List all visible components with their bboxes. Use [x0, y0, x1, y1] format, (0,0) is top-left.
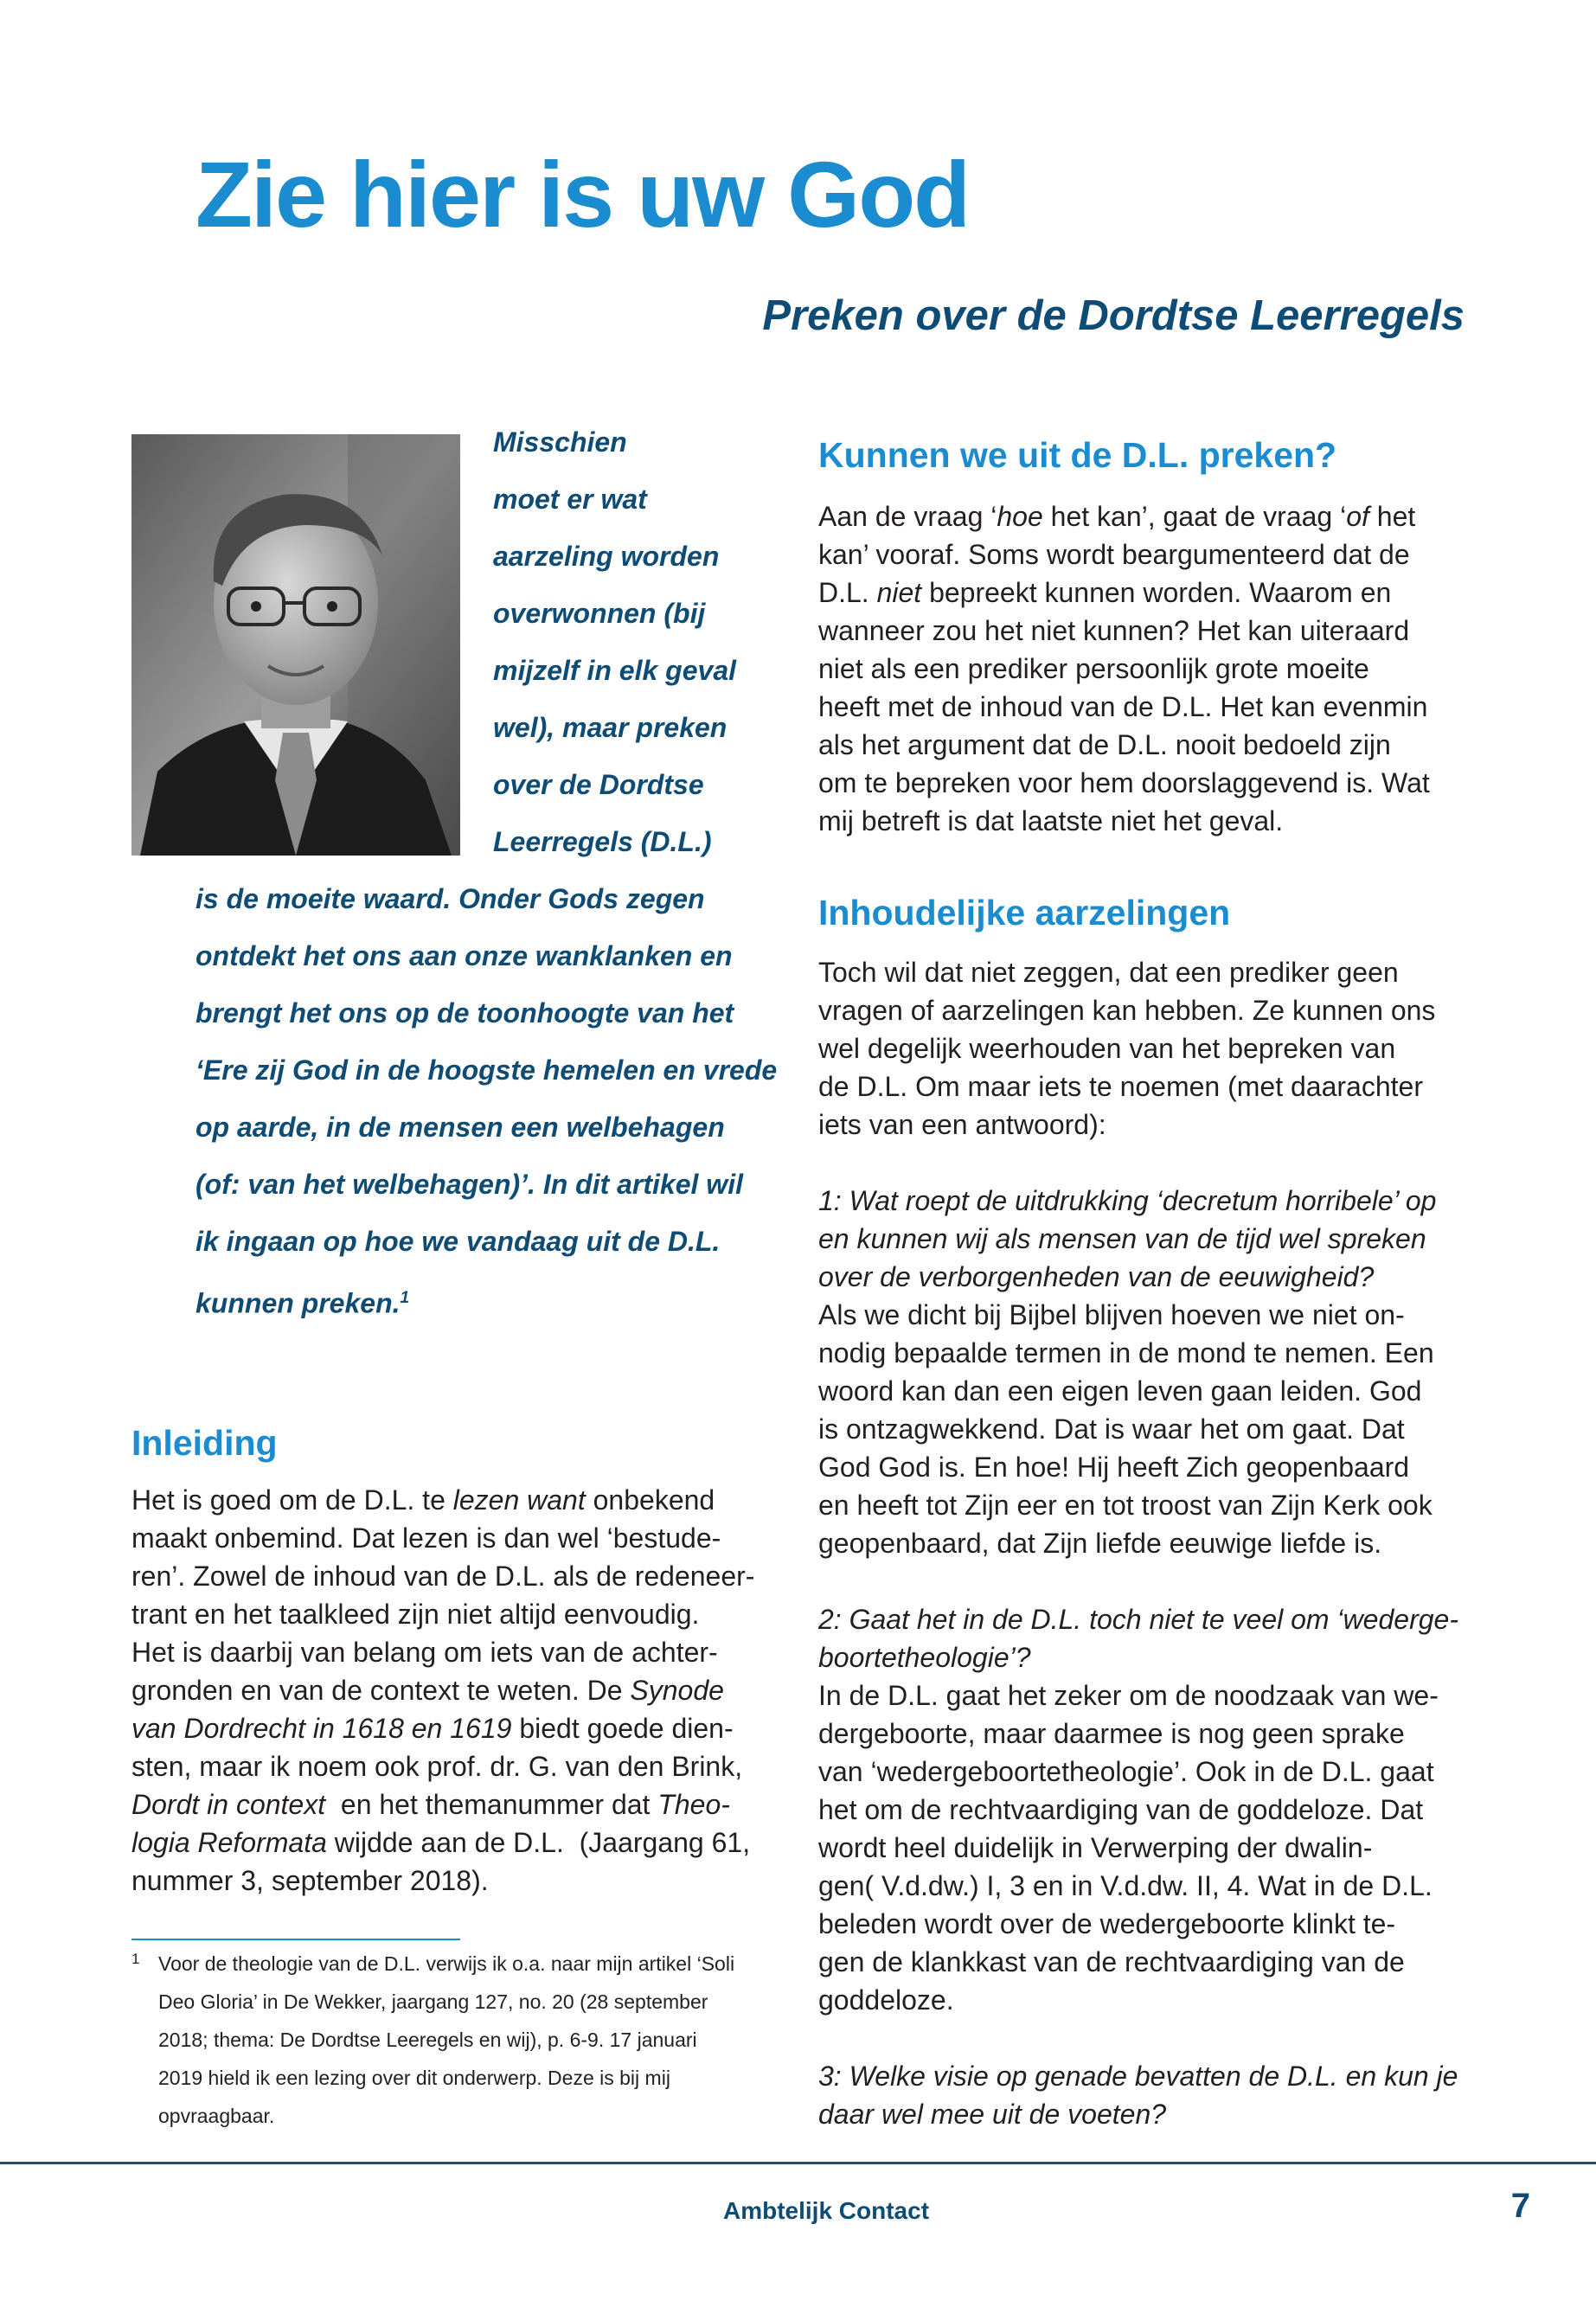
body-line: sten, maar ik noem ook prof. dr. G. van den Brink, [131, 1751, 743, 1782]
body-line: wel degelijk weerhouden van het bepreken van [818, 1033, 1396, 1064]
intro-line: is de moeite waard. Onder Gods zegen [195, 883, 705, 914]
body-line: Aan de vraag ‘hoe het kan’, gaat de vraag ‘of het [818, 501, 1416, 532]
heading-inhoudelijke-aarzelingen: Inhoudelijke aarzelingen [818, 893, 1231, 933]
intro-line: Misschien [493, 426, 627, 458]
body-line: nodig bepaalde termen in de mond te nemen. Een [818, 1337, 1434, 1368]
intro-line: wel), maar preken [493, 712, 727, 743]
intro-line: (of: van het welbehagen)’. In dit artikel wil [195, 1169, 743, 1200]
intro-line: overwonnen (bij [493, 598, 706, 629]
footnote-divider [131, 1939, 460, 1940]
body-line: D.L. niet bepreekt kunnen worden. Waarom en [818, 577, 1392, 608]
body-line: het om de rechtvaardiging van de goddeloze. Dat [818, 1794, 1424, 1825]
body-line: wanneer zou het niet kunnen? Het kan uiteraard [818, 615, 1410, 646]
question-line: 2: Gaat het in de D.L. toch niet te veel om ‘wederge- [818, 1604, 1458, 1635]
body-line: Het is daarbij van belang om iets van de achter- [131, 1637, 718, 1668]
heading-kunnen-we-preken: Kunnen we uit de D.L. preken? [818, 435, 1337, 475]
footnote [131, 1945, 754, 2135]
preken-body [818, 497, 1467, 840]
intro-line: ontdekt het ons aan onze wanklanken en [195, 940, 733, 971]
body-line: van ‘wedergeboortetheologie’. Ook in de D.L. gaat [818, 1756, 1434, 1787]
question-line: daar wel mee uit de voeten? [818, 2099, 1167, 2130]
footnote-line: opvraagbaar. [158, 2105, 275, 2127]
footnote-line: Voor de theologie van de D.L. verwijs ik o.a. naar mijn artikel ‘Soli [158, 1952, 735, 1975]
intro-line: ‘Ere zij God in de hoogste hemelen en vrede [195, 1054, 778, 1086]
body-line: van Dordrecht in 1618 en 1619 biedt goede dien- [131, 1713, 734, 1744]
intro-line: brengt het ons op de toonhoogte van het [195, 997, 734, 1029]
body-line: Toch wil dat niet zeggen, dat een prediker geen [818, 957, 1399, 988]
body-line: om te bepreken voor hem doorslaggevend is. Wat [818, 767, 1430, 798]
body-line: In de D.L. gaat het zeker om de noodzaak van we- [818, 1680, 1439, 1711]
footnote-reference[interactable]: 1 [400, 1289, 410, 1307]
body-line: gen de klankkast van de rechtvaardiging van de [818, 1946, 1405, 1977]
intro-line: aarzeling worden [493, 541, 720, 572]
body-line: goddeloze. [818, 1984, 954, 2016]
intro-top [493, 413, 736, 870]
body-line: ren’. Zowel de inhoud van de D.L. als de redeneer- [131, 1561, 755, 1592]
body-line: trant en het taalkleed zijn niet altijd eenvoudig. [131, 1599, 700, 1630]
question-line: 1: Wat roept de uitdrukking ‘decretum horribele’ op [818, 1185, 1437, 1216]
question-line: 3: Welke visie op genade bevatten de D.L. en kun je [818, 2061, 1458, 2092]
body-line: kan’ vooraf. Soms wordt beargumenteerd dat de [818, 539, 1410, 570]
magazine-name: Ambtelijk Contact [723, 2197, 930, 2224]
inleiding-body [131, 1481, 780, 1900]
body-line: nummer 3, september 2018). [131, 1865, 489, 1896]
heading-inleiding: Inleiding [131, 1423, 278, 1463]
body-line: heeft met de inhoud van de D.L. Het kan evenmin [818, 691, 1428, 722]
body-line: de D.L. Om maar iets te noemen (met daarachter [818, 1071, 1423, 1102]
question-line: boortetheologie’? [818, 1642, 1031, 1673]
body-line: Als we dicht bij Bijbel blijven hoeven we niet on- [818, 1299, 1405, 1330]
body-line: niet als een prediker persoonlijk grote moeite [818, 653, 1369, 684]
body-line: mij betreft is dat laatste niet het geval. [818, 805, 1284, 836]
body-line: als het argument dat de D.L. nooit bedoeld zijn [818, 729, 1391, 760]
body-line: is ontzagwekkend. Dat is waar het om gaat. Dat [818, 1413, 1405, 1445]
question-line: en kunnen wij als mensen van de tijd wel spreken [818, 1223, 1426, 1254]
intro-line: over de Dordtse [493, 769, 704, 800]
page-number: 7 [1510, 2187, 1530, 2225]
intro-line: mijzelf in elk geval [493, 655, 736, 686]
author-photo [131, 434, 460, 856]
portrait-photo-icon [131, 434, 460, 856]
aarzelingen-body [818, 953, 1467, 2133]
body-line: iets van een antwoord): [818, 1109, 1106, 1140]
footnote-line: 2018; thema: De Dordtse Leeregels en wij), p. 6-9. 17 januari [158, 2029, 697, 2051]
intro-line-last [195, 1270, 777, 1332]
body-line: Dordt in context en het themanummer dat Theo- [131, 1789, 730, 1820]
intro-line: ik ingaan op hoe we vandaag uit de D.L. [195, 1226, 721, 1257]
body-line: God God is. En hoe! Hij heeft Zich geopenbaard [818, 1452, 1410, 1483]
body-line: geopenbaard, dat Zijn liefde eeuwige liefde is. [818, 1528, 1382, 1559]
footnote-number: 1 [131, 1951, 140, 1967]
footnote-line: Deo Gloria’ in De Wekker, jaargang 127, no. 20 (28 september [158, 1990, 708, 2013]
body-line: en heeft tot Zijn eer en tot troost van Zijn Kerk ook [818, 1490, 1433, 1521]
body-line: wordt heel duidelijk in Verwerping der dwalin- [818, 1832, 1373, 1863]
body-line: Het is goed om de D.L. te lezen want onbekend [131, 1484, 715, 1516]
body-line: woord kan dan een eigen leven gaan leiden. God [818, 1375, 1422, 1407]
intro-line: moet er wat [493, 484, 647, 515]
intro-line: op aarde, in de mensen een welbehagen [195, 1112, 725, 1143]
article-subtitle: Preken over de Dordtse Leerregels [762, 292, 1465, 339]
intro-line: Leerregels (D.L.) [493, 826, 712, 857]
intro-bottom [195, 870, 777, 1332]
intro-last-text: kunnen preken. [195, 1287, 401, 1319]
body-line: gronden en van de context te weten. De Synode [131, 1675, 724, 1706]
footer-divider [0, 2162, 1596, 2164]
body-line: logia Reformata wijdde aan de D.L. (Jaargang 61, [131, 1827, 751, 1858]
body-line: maakt onbemind. Dat lezen is dan wel ‘bestude- [131, 1522, 721, 1554]
body-line: gen( V.d.dw.) I, 3 en in V.d.dw. II, 4. Wat in de D.L. [818, 1870, 1433, 1901]
question-line: over de verborgenheden van de eeuwigheid? [818, 1261, 1375, 1292]
article-title: Zie hier is uw God [195, 142, 970, 247]
body-line: vragen of aarzelingen kan hebben. Ze kunnen ons [818, 995, 1436, 1026]
body-line: beleden wordt over de wedergeboorte klinkt te- [818, 1908, 1396, 1939]
footnote-line: 2019 hield ik een lezing over dit onderwerp. Deze is bij mij [158, 2067, 670, 2089]
body-line: dergeboorte, maar daarmee is nog geen sprake [818, 1718, 1405, 1749]
